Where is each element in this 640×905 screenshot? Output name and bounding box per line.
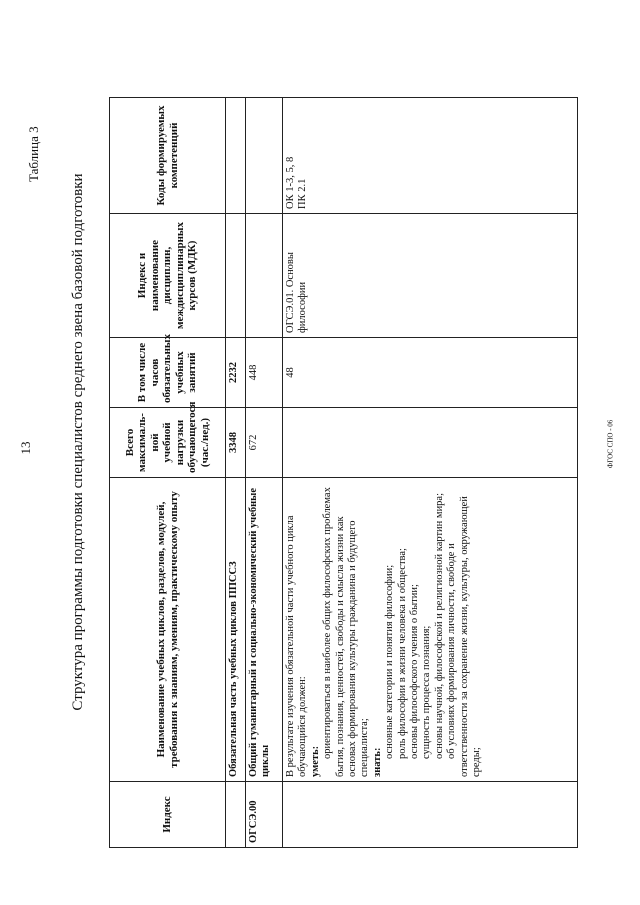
structure-table-wrap <box>109 98 549 848</box>
header-required: В том числе часов обязательных учебных занятий <box>110 338 226 408</box>
cell-total-max: 3348 <box>226 408 246 478</box>
header-index: Индекс <box>110 782 226 848</box>
cell-discipline-name: ОГСЭ.01. Основы философии <box>283 214 578 338</box>
cell-empty <box>226 782 246 848</box>
know-item: об условиях формирования личности, свободе и ответственности за сохранение жизни, культуры, окружающей среды; <box>446 496 483 777</box>
requirements-intro: В результате изучения обязательной части учебного цикла обучающийся должен: <box>285 515 309 777</box>
cell-discipline-requirements <box>283 478 578 782</box>
cell-empty <box>226 214 246 338</box>
header-max-load: Всего максималь-ной учебной нагрузки обучающегося (час./нед.) <box>110 408 226 478</box>
cell-discipline-codes <box>283 98 578 214</box>
header-name: Наименование учебных циклов, разделов, модулей, требования к знаниям, умениям, практическому опыту <box>110 478 226 782</box>
table-label: Таблица 3 <box>26 126 41 182</box>
header-discipline: Индекс и наименование дисциплин, междисциплинарных курсов (МДК) <box>110 214 226 338</box>
rotated-page-content <box>0 32 640 872</box>
cell-cycle-max: 672 <box>246 408 283 478</box>
cell-empty <box>246 214 283 338</box>
codes-ok: ОК 1-3, 5, 8 <box>285 156 296 209</box>
codes-pk: ПК 2.1 <box>297 178 309 209</box>
header-codes: Коды формируемых компетенций <box>110 98 226 214</box>
table-row-total <box>226 98 246 848</box>
know-label: знать: <box>371 747 383 777</box>
know-item: сущность процесса познания; <box>421 625 433 759</box>
know-item: основы философского учения о бытии; <box>409 584 421 759</box>
cell-total-required: 2232 <box>226 338 246 408</box>
cell-total-name: Обязательная часть учебных циклов ППССЗ <box>226 478 246 782</box>
can-label: уметь: <box>309 745 321 777</box>
cell-empty <box>283 782 578 848</box>
cell-discipline-required: 48 <box>283 338 578 408</box>
know-item: основные категории и понятия философии; <box>384 564 396 759</box>
can-text: ориентироваться в наиболее общих философских проблемах бытия, познания, ценностей, свободы и смысла жизни как основах формирования культуры гражданина и будущего специалиста; <box>322 487 371 777</box>
table-row-discipline <box>283 98 578 848</box>
know-item: основы научной, философской и религиозной картин мира; <box>433 492 445 759</box>
table-row-cycle <box>246 98 283 848</box>
footer-code: ФГОС СПО - 06 <box>606 419 615 469</box>
cell-cycle-index: ОГСЭ.00 <box>246 782 283 848</box>
cell-cycle-required: 448 <box>246 338 283 408</box>
cell-empty <box>226 98 246 214</box>
structure-table <box>109 97 578 848</box>
cell-empty <box>246 98 283 214</box>
table-header-row <box>110 98 226 848</box>
cell-cycle-name: Общий гуманитарный и социально-экономический учебные циклы <box>246 478 283 782</box>
page-number: 13 <box>18 441 33 455</box>
document-title: Структура программы подготовки специалистов среднего звена базовой подготовки <box>70 173 86 711</box>
cell-empty <box>283 408 578 478</box>
know-item: роль философии в жизни человека и общества; <box>396 548 408 759</box>
